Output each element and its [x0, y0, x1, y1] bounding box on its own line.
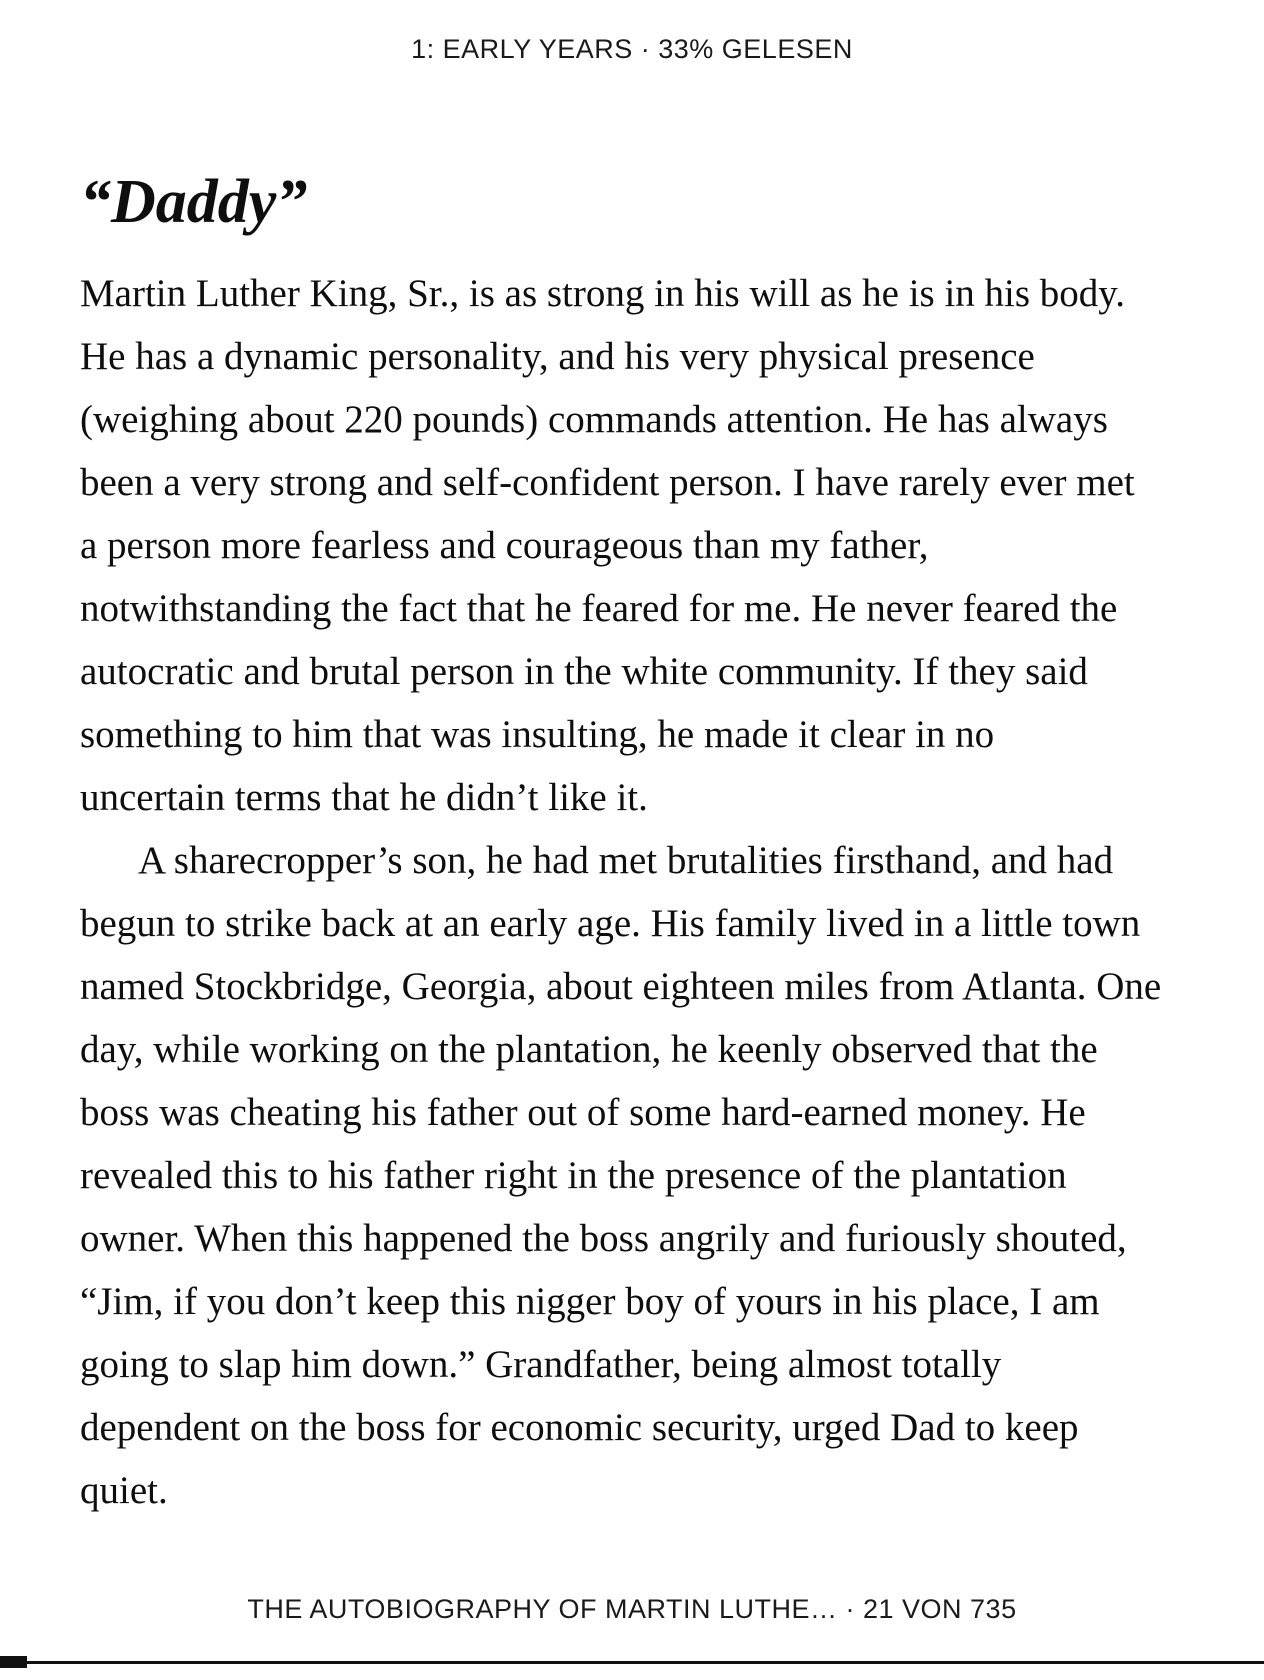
text-line: “Jim, if you don’t keep this nigger boy of yours in his place, I am	[80, 1280, 1100, 1323]
text-line: day, while working on the plantation, he keenly observed that the	[80, 1028, 1098, 1071]
chapter-title: “Daddy”	[80, 168, 308, 236]
reading-progress-track	[0, 1661, 1264, 1664]
text-line: (weighing about 220 pounds) commands attention. He has always	[80, 398, 1108, 441]
text-line: a person more fearless and courageous than my father,	[80, 524, 929, 567]
text-line: uncertain terms that he didn’t like it.	[80, 776, 648, 819]
paragraph	[80, 262, 1194, 829]
body-text	[80, 262, 1194, 1522]
book-title-page-footer: THE AUTOBIOGRAPHY OF MARTIN LUTHE… · 21 VON 735	[247, 1594, 1017, 1624]
text-line: He has a dynamic personality, and his very physical presence	[80, 335, 1035, 378]
text-line: notwithstanding the fact that he feared for me. He never feared the	[80, 587, 1118, 630]
text-line: named Stockbridge, Georgia, about eighteen miles from Atlanta. One	[80, 965, 1162, 1008]
text-line: revealed this to his father right in the presence of the plantation	[80, 1154, 1067, 1197]
text-line: something to him that was insulting, he made it clear in no	[80, 713, 995, 756]
text-line: dependent on the boss for economic security, urged Dad to keep	[80, 1406, 1079, 1449]
reading-progress-fill	[0, 1656, 27, 1668]
text-line: been a very strong and self-confident person. I have rarely ever met	[80, 461, 1135, 504]
text-line: autocratic and brutal person in the white community. If they said	[80, 650, 1088, 693]
text-line: owner. When this happened the boss angrily and furiously shouted,	[80, 1217, 1127, 1260]
text-line: quiet.	[80, 1469, 168, 1512]
text-line: Martin Luther King, Sr., is as strong in his will as he is in his body.	[80, 272, 1126, 315]
text-line: A sharecropper’s son, he had met brutalities firsthand, and had	[138, 839, 1114, 882]
paragraph	[80, 829, 1194, 1522]
chapter-progress-header: 1: EARLY YEARS · 33% GELESEN	[411, 34, 853, 64]
text-line: going to slap him down.” Grandfather, being almost totally	[80, 1343, 1002, 1386]
text-line: begun to strike back at an early age. His family lived in a little town	[80, 902, 1141, 945]
text-line: boss was cheating his father out of some hard-earned money. He	[80, 1091, 1086, 1134]
